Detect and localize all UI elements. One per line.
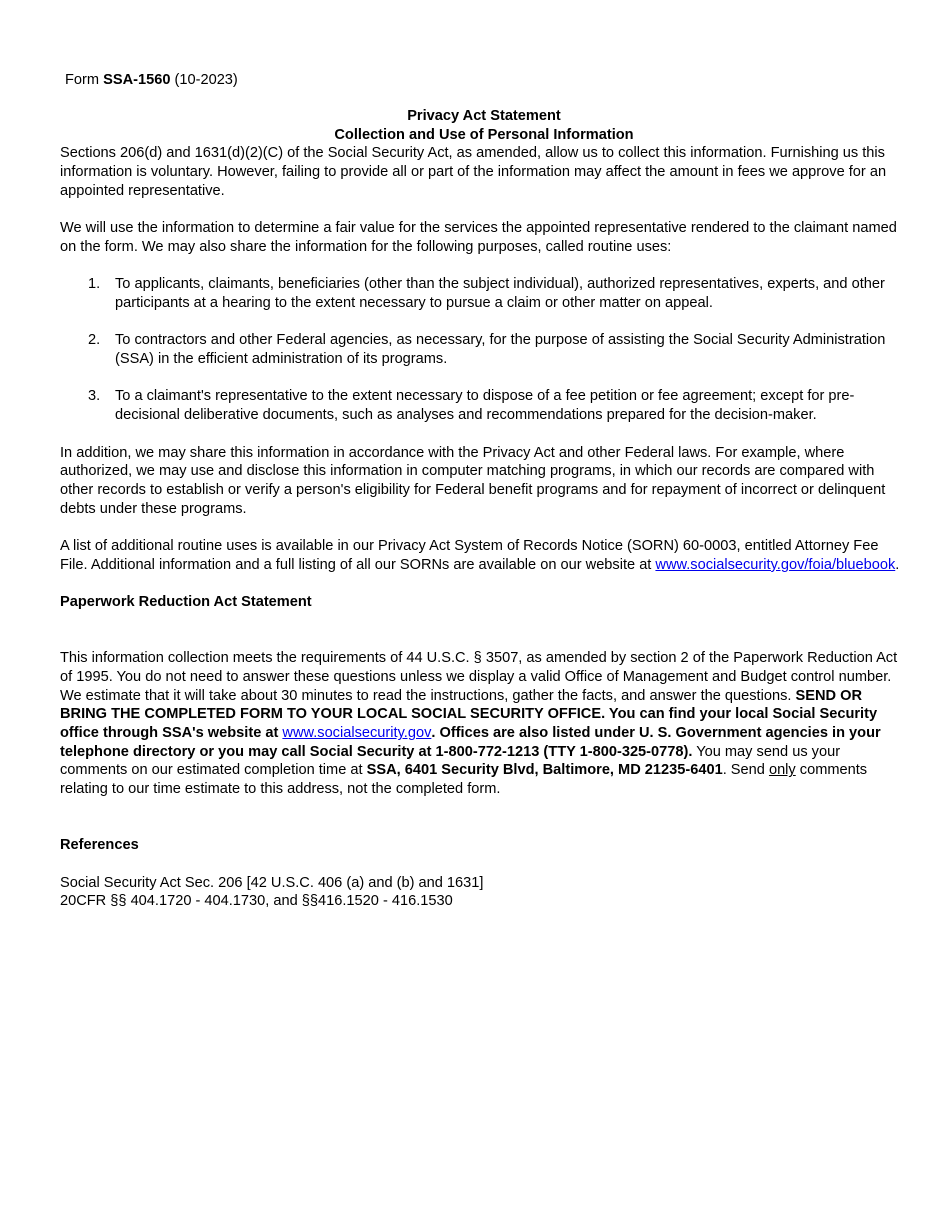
list-item-number: 2.	[88, 332, 101, 349]
bluebook-link[interactable]: www.socialsecurity.gov/foia/bluebook	[655, 556, 896, 573]
collection-use-heading: Collection and Use of Personal Information	[334, 126, 634, 143]
paperwork-text-4: comments relating to our time estimate to this address, not the completed form.	[60, 762, 868, 798]
references-heading	[60, 836, 908, 855]
ssa-address: SSA, 6401 Security Blvd, Baltimore, MD 21235-6401	[366, 762, 723, 779]
list-item	[60, 387, 908, 424]
paperwork-paragraph	[60, 649, 908, 799]
references-heading-text: References	[60, 837, 139, 854]
list-item-number: 1.	[88, 276, 101, 293]
privacy-paragraph-sorn	[60, 537, 908, 574]
document-body	[60, 107, 908, 911]
sorn-text-end: .	[895, 556, 900, 573]
form-date: (10-2023)	[170, 72, 238, 88]
paperwork-only-emphasis: only	[768, 762, 796, 779]
paperwork-bold-1: SEND OR BRING THE COMPLETED FORM TO YOUR LOCAL SOCIAL SECURITY OFFICE. You can find your local Social Security office through SSA's website at	[60, 687, 878, 742]
form-number: SSA-1560	[103, 72, 171, 88]
paperwork-text-1: This information collection meets the requirements of 44 U.S.C. § 3507, as amended by section 2 of the Paperwork Reduction Act of 1995. You do not need to answer these questions unless we display a valid Office of Management and Budget control number. We estimate that it will take about 30 minutes to read the instructions, gather the facts, and answer the questions.	[60, 650, 898, 704]
privacy-headings	[60, 107, 908, 144]
list-item	[60, 331, 908, 368]
list-item-text: To applicants, claimants, beneficiaries (other than the subject individual), authorized representatives, experts, and other participants at a hearing to the extent necessary to pursue a claim or other matter on appeal.	[115, 276, 885, 311]
form-identifier	[65, 71, 238, 90]
reference-line: Social Security Act Sec. 206 [42 U.S.C. 406 (a) and (b) and 1631]	[60, 874, 484, 891]
paperwork-text-2: You may send us your comments on our estimated completion time at	[60, 743, 841, 779]
privacy-paragraph-authority: Sections 206(d) and 1631(d)(2)(C) of the Social Security Act, as amended, allow us to collect this information. Furnishing us this information is voluntary. However, failing to provide all or part of the information may affect the amount in fees we approve for an appointed representative.	[60, 145, 887, 199]
list-item	[60, 275, 908, 312]
list-item-text: To a claimant's representative to the extent necessary to dispose of a fee petition or fee agreement; except for pre-decisional deliberative documents, such as analyses and recommendations prepared for the decision-maker.	[115, 388, 855, 424]
list-item-number: 3.	[88, 388, 101, 405]
paperwork-heading	[60, 593, 908, 612]
routine-uses-list	[60, 275, 908, 425]
paperwork-text-3: . Send	[722, 762, 769, 779]
paperwork-bold-2: . Offices are also listed under U. S. Government agencies in your telephone directory or you may call Social Security at 1-800-772-1213 (TTY 1-800-325-0778).	[60, 725, 881, 760]
sorn-text: A list of additional routine uses is available in our Privacy Act System of Records Notice (SORN) 60-0003, entitled Attorney Fee File. Additional information and a full listing of all our SORNs are available on our website at	[60, 538, 879, 573]
privacy-act-heading: Privacy Act Statement	[407, 108, 561, 124]
ssa-website-link[interactable]: www.socialsecurity.gov	[282, 725, 432, 742]
list-item-text: To contractors and other Federal agencies, as necessary, for the purpose of assisting the Social Security Administration (SSA) in the efficient administration of its programs.	[115, 332, 886, 368]
privacy-paragraph-use: We will use the information to determine a fair value for the services the appointed representative rendered to the claimant named on the form. We may also share the information for the following purposes, called routine uses:	[60, 220, 897, 255]
privacy-paragraph-sharing: In addition, we may share this information in accordance with the Privacy Act and other Federal laws. For example, where authorized, we may use and disclose this information in computer matching programs, in which our records are compared with other records to establish or verify a person's eligibility for Federal benefit programs and for repayment of incorrect or delinquent debts under these programs.	[60, 444, 886, 517]
form-prefix: Form	[65, 72, 104, 88]
reference-line: 20CFR §§ 404.1720 - 404.1730, and §§416.1520 - 416.1530	[60, 893, 453, 910]
paperwork-heading-text: Paperwork Reduction Act Statement	[60, 594, 312, 611]
